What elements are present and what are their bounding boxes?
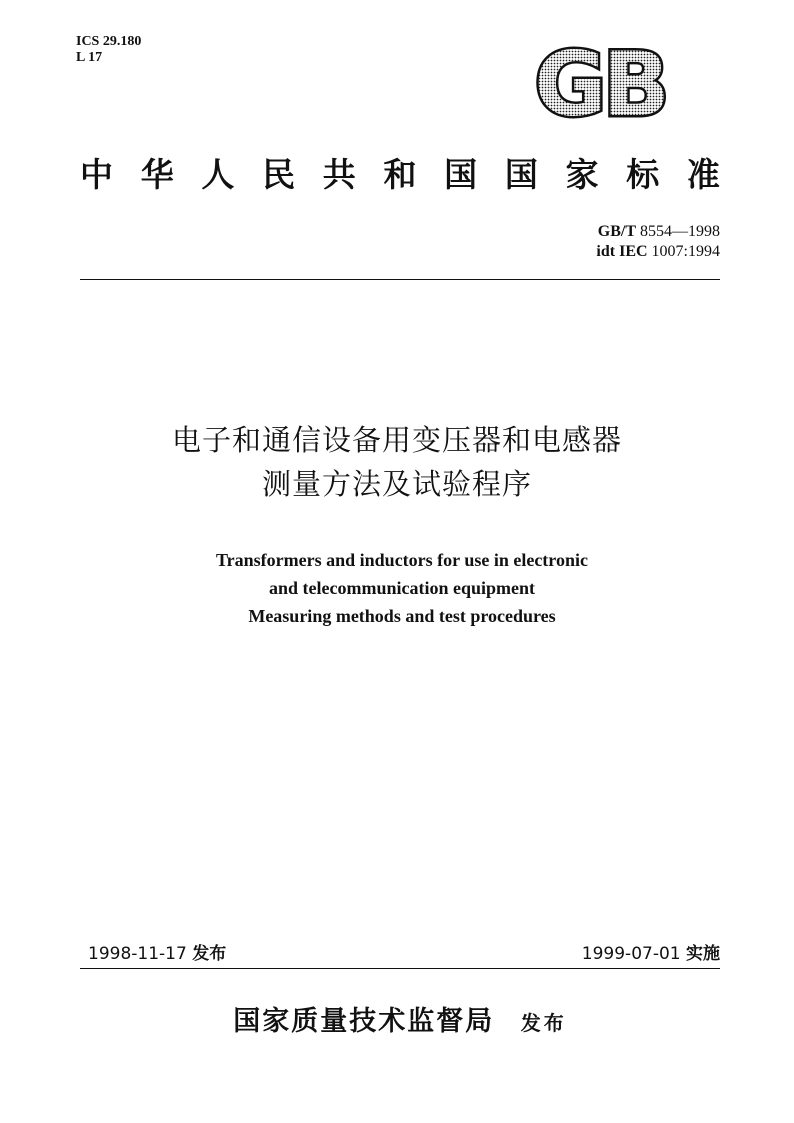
header-divider — [80, 279, 720, 280]
banner-char: 人 — [201, 155, 235, 194]
publisher — [80, 1002, 720, 1043]
ccs-code: L 17 — [76, 50, 103, 65]
banner-char: 中 — [80, 155, 113, 194]
banner-char: 共 — [322, 155, 356, 194]
standard-number-value: 8554—1998 — [640, 223, 720, 240]
english-title — [80, 546, 724, 630]
banner-char: 国 — [504, 155, 538, 194]
english-title-line: Measuring methods and test procedures — [248, 606, 556, 626]
classification-codes — [76, 34, 141, 66]
english-title-line: Transformers and inductors for use in electronic — [216, 550, 588, 570]
chinese-title-line: 测量方法及试验程序 — [261, 467, 532, 501]
banner-char: 标 — [626, 155, 660, 194]
chinese-title — [80, 418, 714, 506]
banner-char: 准 — [686, 155, 720, 194]
issue-date-label: 发布 — [192, 944, 227, 964]
standard-number-block — [470, 222, 720, 262]
english-title-line: and telecommunication equipment — [268, 578, 535, 598]
equivalent-standard — [470, 242, 720, 262]
standard-number — [470, 222, 720, 242]
effective-date-value: 1999-07-01 — [581, 944, 681, 964]
banner-char: 民 — [262, 155, 296, 194]
publisher-action: 发布 — [520, 1011, 567, 1035]
footer-divider — [80, 968, 720, 969]
standard-number-prefix: GB/T — [597, 223, 636, 240]
issue-date — [88, 943, 226, 965]
banner-char: 华 — [140, 155, 174, 194]
banner-char: 和 — [383, 155, 417, 194]
gb-logo-text: GB — [534, 44, 666, 124]
chinese-title-line: 电子和通信设备用变压器和电感器 — [171, 423, 622, 457]
effective-date-label: 实施 — [686, 944, 720, 964]
ics-code: ICS 29.180 — [76, 34, 142, 49]
equivalent-standard-value: 1007:1994 — [651, 243, 720, 260]
issue-date-value: 1998-11-17 — [88, 944, 187, 964]
effective-date — [520, 943, 720, 965]
banner-char: 国 — [444, 155, 478, 194]
gb-logo-graphic — [526, 44, 674, 124]
gb-logo — [526, 44, 674, 124]
banner-char: 家 — [565, 155, 599, 194]
national-standard-title — [80, 150, 720, 200]
publisher-organization: 国家质量技术监督局 — [233, 1006, 495, 1037]
equivalent-standard-prefix: idt IEC — [596, 243, 648, 260]
